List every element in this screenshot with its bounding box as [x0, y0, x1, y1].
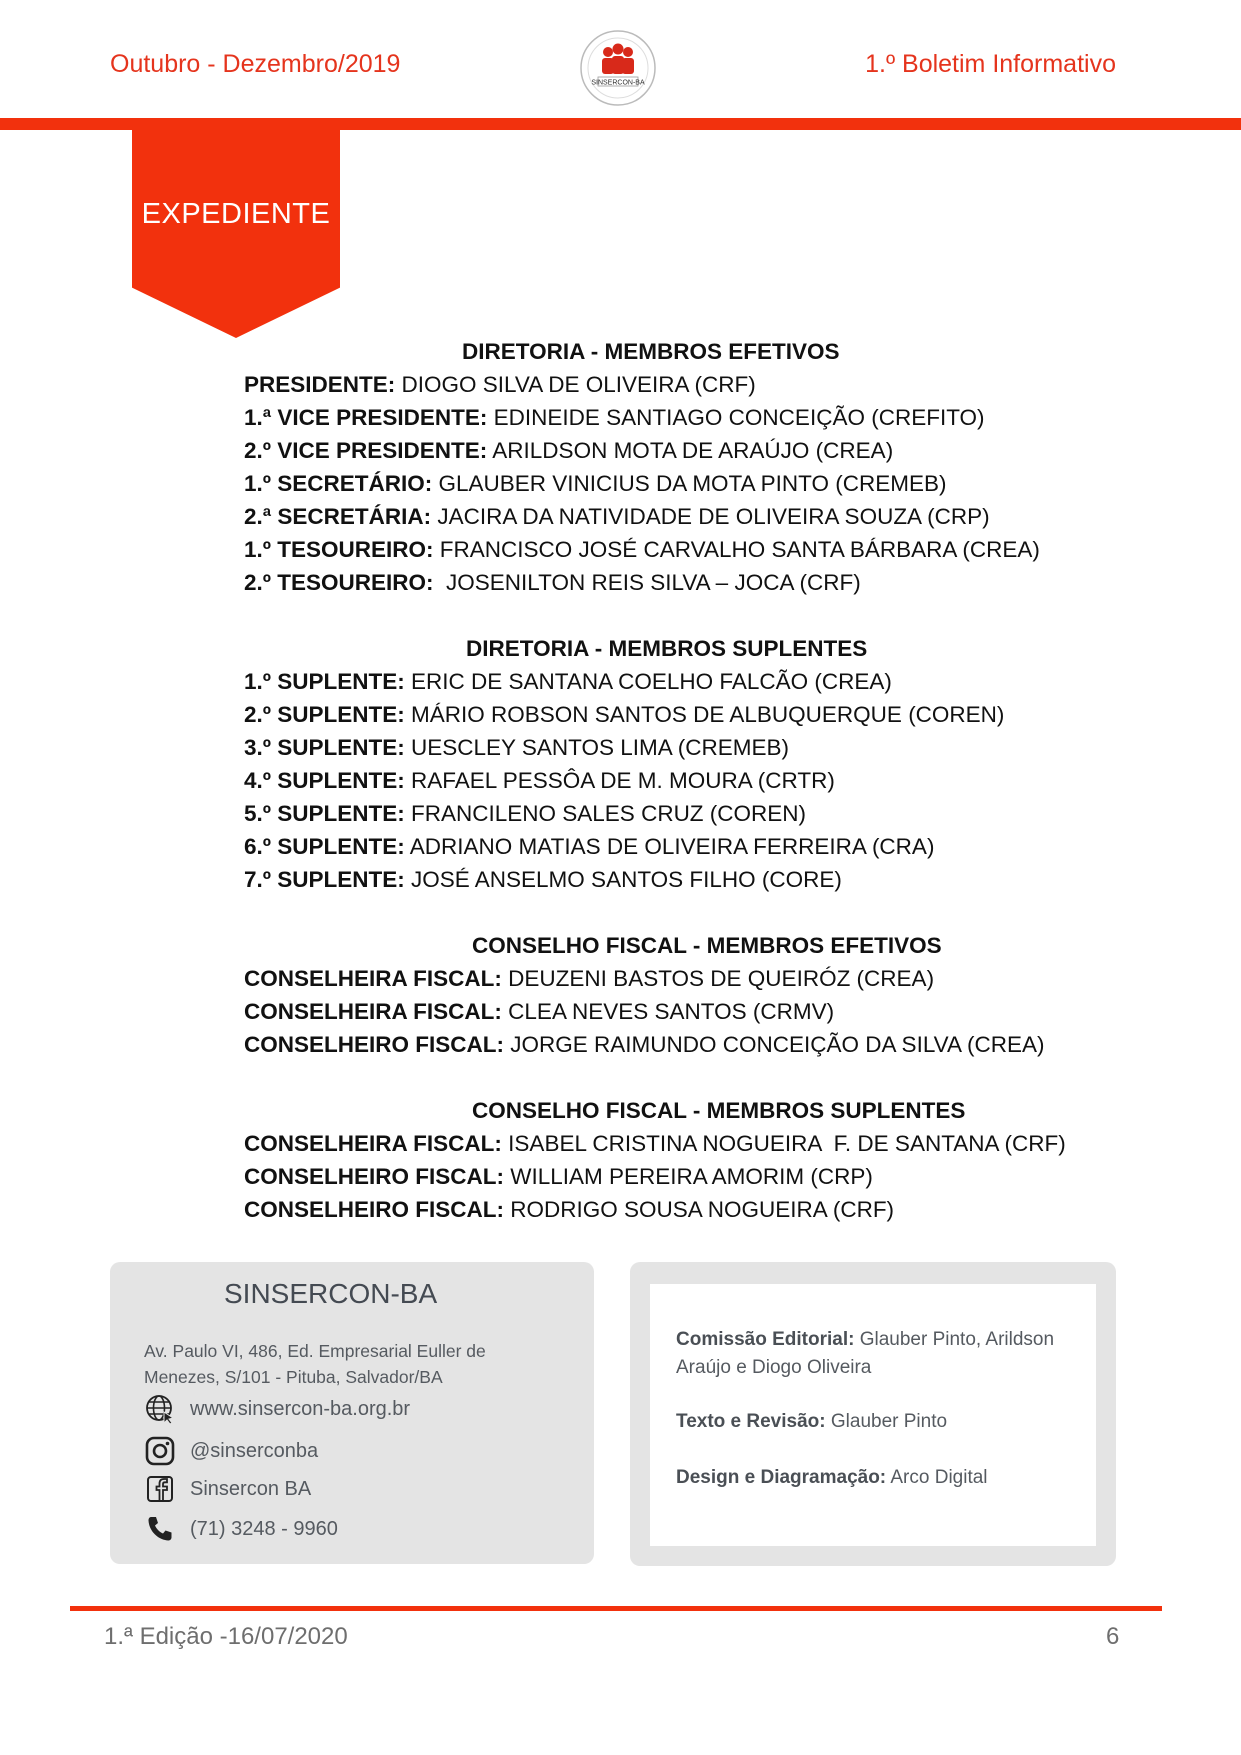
roster-row: 2.º SUPLENTE: MÁRIO ROBSON SANTOS DE ALBUQUERQUE (COREN): [244, 702, 1005, 727]
roster-row: CONSELHEIRO FISCAL: JORGE RAIMUNDO CONCEIÇÃO DA SILVA (CREA): [244, 1032, 1045, 1057]
roster-row: CONSELHEIRO FISCAL: RODRIGO SOUSA NOGUEIRA (CRF): [244, 1197, 895, 1222]
globe-icon: [144, 1393, 176, 1425]
org-name: SINSERCON-BA: [224, 1278, 438, 1309]
roster-row: CONSELHEIRA FISCAL: ISABEL CRISTINA NOGUEIRA F. DE SANTANA (CRF): [244, 1131, 1066, 1156]
bulletin-label: 1.º Boletim Informativo: [865, 50, 1116, 78]
roster-row: 1.ª VICE PRESIDENTE: EDINEIDE SANTIAGO CONCEIÇÃO (CREFITO): [244, 405, 985, 430]
roster-row: 1.º TESOUREIRO: FRANCISCO JOSÉ CARVALHO SANTA BÁRBARA (CREA): [244, 537, 1040, 562]
phone-link[interactable]: (71) 3248 - 9960: [144, 1512, 338, 1546]
roster-row: 1.º SUPLENTE: ERIC DE SANTANA COELHO FALCÃO (CREA): [244, 669, 892, 694]
instagram-link[interactable]: @sinserconba: [144, 1434, 318, 1468]
sinsercon-logo-icon: [578, 28, 658, 108]
roster-row: 5.º SUPLENTE: FRANCILENO SALES CRUZ (COREN): [244, 801, 807, 826]
roster-row: 2.ª SECRETÁRIA: JACIRA DA NATIVIDADE DE OLIVEIRA SOUZA (CRP): [244, 504, 990, 529]
roster-row: 3.º SUPLENTE: UESCLEY SANTOS LIMA (CREMEB): [244, 735, 790, 760]
period-label: Outubro - Dezembro/2019: [110, 50, 401, 78]
roster-row: 2.º VICE PRESIDENTE: ARILDSON MOTA DE ARAÚJO (CREA): [244, 438, 894, 463]
contact-card: [110, 1262, 594, 1564]
footer-rule: [70, 1606, 1162, 1611]
page-number: 6: [1106, 1623, 1120, 1650]
roster-row: 1.º SECRETÁRIO: GLAUBER VINICIUS DA MOTA PINTO (CREMEB): [244, 471, 947, 496]
credit-editorial: Comissão Editorial: Glauber Pinto, Arildson Araújo e Diogo Oliveira: [676, 1329, 1055, 1378]
facebook-icon: [144, 1473, 176, 1505]
website-link[interactable]: www.sinsercon-ba.org.br: [144, 1392, 410, 1426]
roster-row: CONSELHEIRA FISCAL: DEUZENI BASTOS DE QUEIRÓZ (CREA): [244, 966, 935, 991]
section-title: DIRETORIA - MEMBROS EFETIVOS: [462, 339, 840, 364]
instagram-icon: [144, 1435, 176, 1467]
roster-row: 6.º SUPLENTE: ADRIANO MATIAS DE OLIVEIRA FERREIRA (CRA): [244, 834, 935, 859]
credit-text-review: Texto e Revisão: Glauber Pinto: [676, 1411, 948, 1432]
logo-text: SINSERCON-BA: [591, 79, 645, 87]
section-title: CONSELHO FISCAL - MEMBROS EFETIVOS: [472, 933, 942, 958]
expediente-banner: [132, 128, 340, 338]
address: Av. Paulo VI, 486, Ed. Empresarial Euller de Menezes, S/101 - Pituba, Salvador/BA: [144, 1341, 486, 1387]
section-title: CONSELHO FISCAL - MEMBROS SUPLENTES: [472, 1098, 966, 1123]
roster-row: CONSELHEIRA FISCAL: CLEA NEVES SANTOS (CRMV): [244, 999, 835, 1024]
roster-row: 7.º SUPLENTE: JOSÉ ANSELMO SANTOS FILHO (CORE): [244, 867, 842, 892]
roster-row: PRESIDENTE: DIOGO SILVA DE OLIVEIRA (CRF): [244, 372, 756, 397]
roster-row: 4.º SUPLENTE: RAFAEL PESSÔA DE M. MOURA (CRTR): [244, 768, 835, 793]
credit-design: Design e Diagramação: Arco Digital: [676, 1467, 988, 1488]
section-title: DIRETORIA - MEMBROS SUPLENTES: [466, 636, 868, 661]
facebook-link[interactable]: Sinsercon BA: [144, 1472, 311, 1506]
roster: [244, 335, 1074, 1226]
edition-label: 1.ª Edição -16/07/2020: [104, 1623, 348, 1650]
phone-icon: [144, 1513, 176, 1545]
roster-row: 2.º TESOUREIRO: JOSENILTON REIS SILVA – JOCA (CRF): [244, 570, 861, 595]
banner-label: EXPEDIENTE: [141, 198, 331, 230]
roster-row: CONSELHEIRO FISCAL: WILLIAM PEREIRA AMORIM (CRP): [244, 1164, 873, 1189]
credits-card: [630, 1262, 1116, 1566]
